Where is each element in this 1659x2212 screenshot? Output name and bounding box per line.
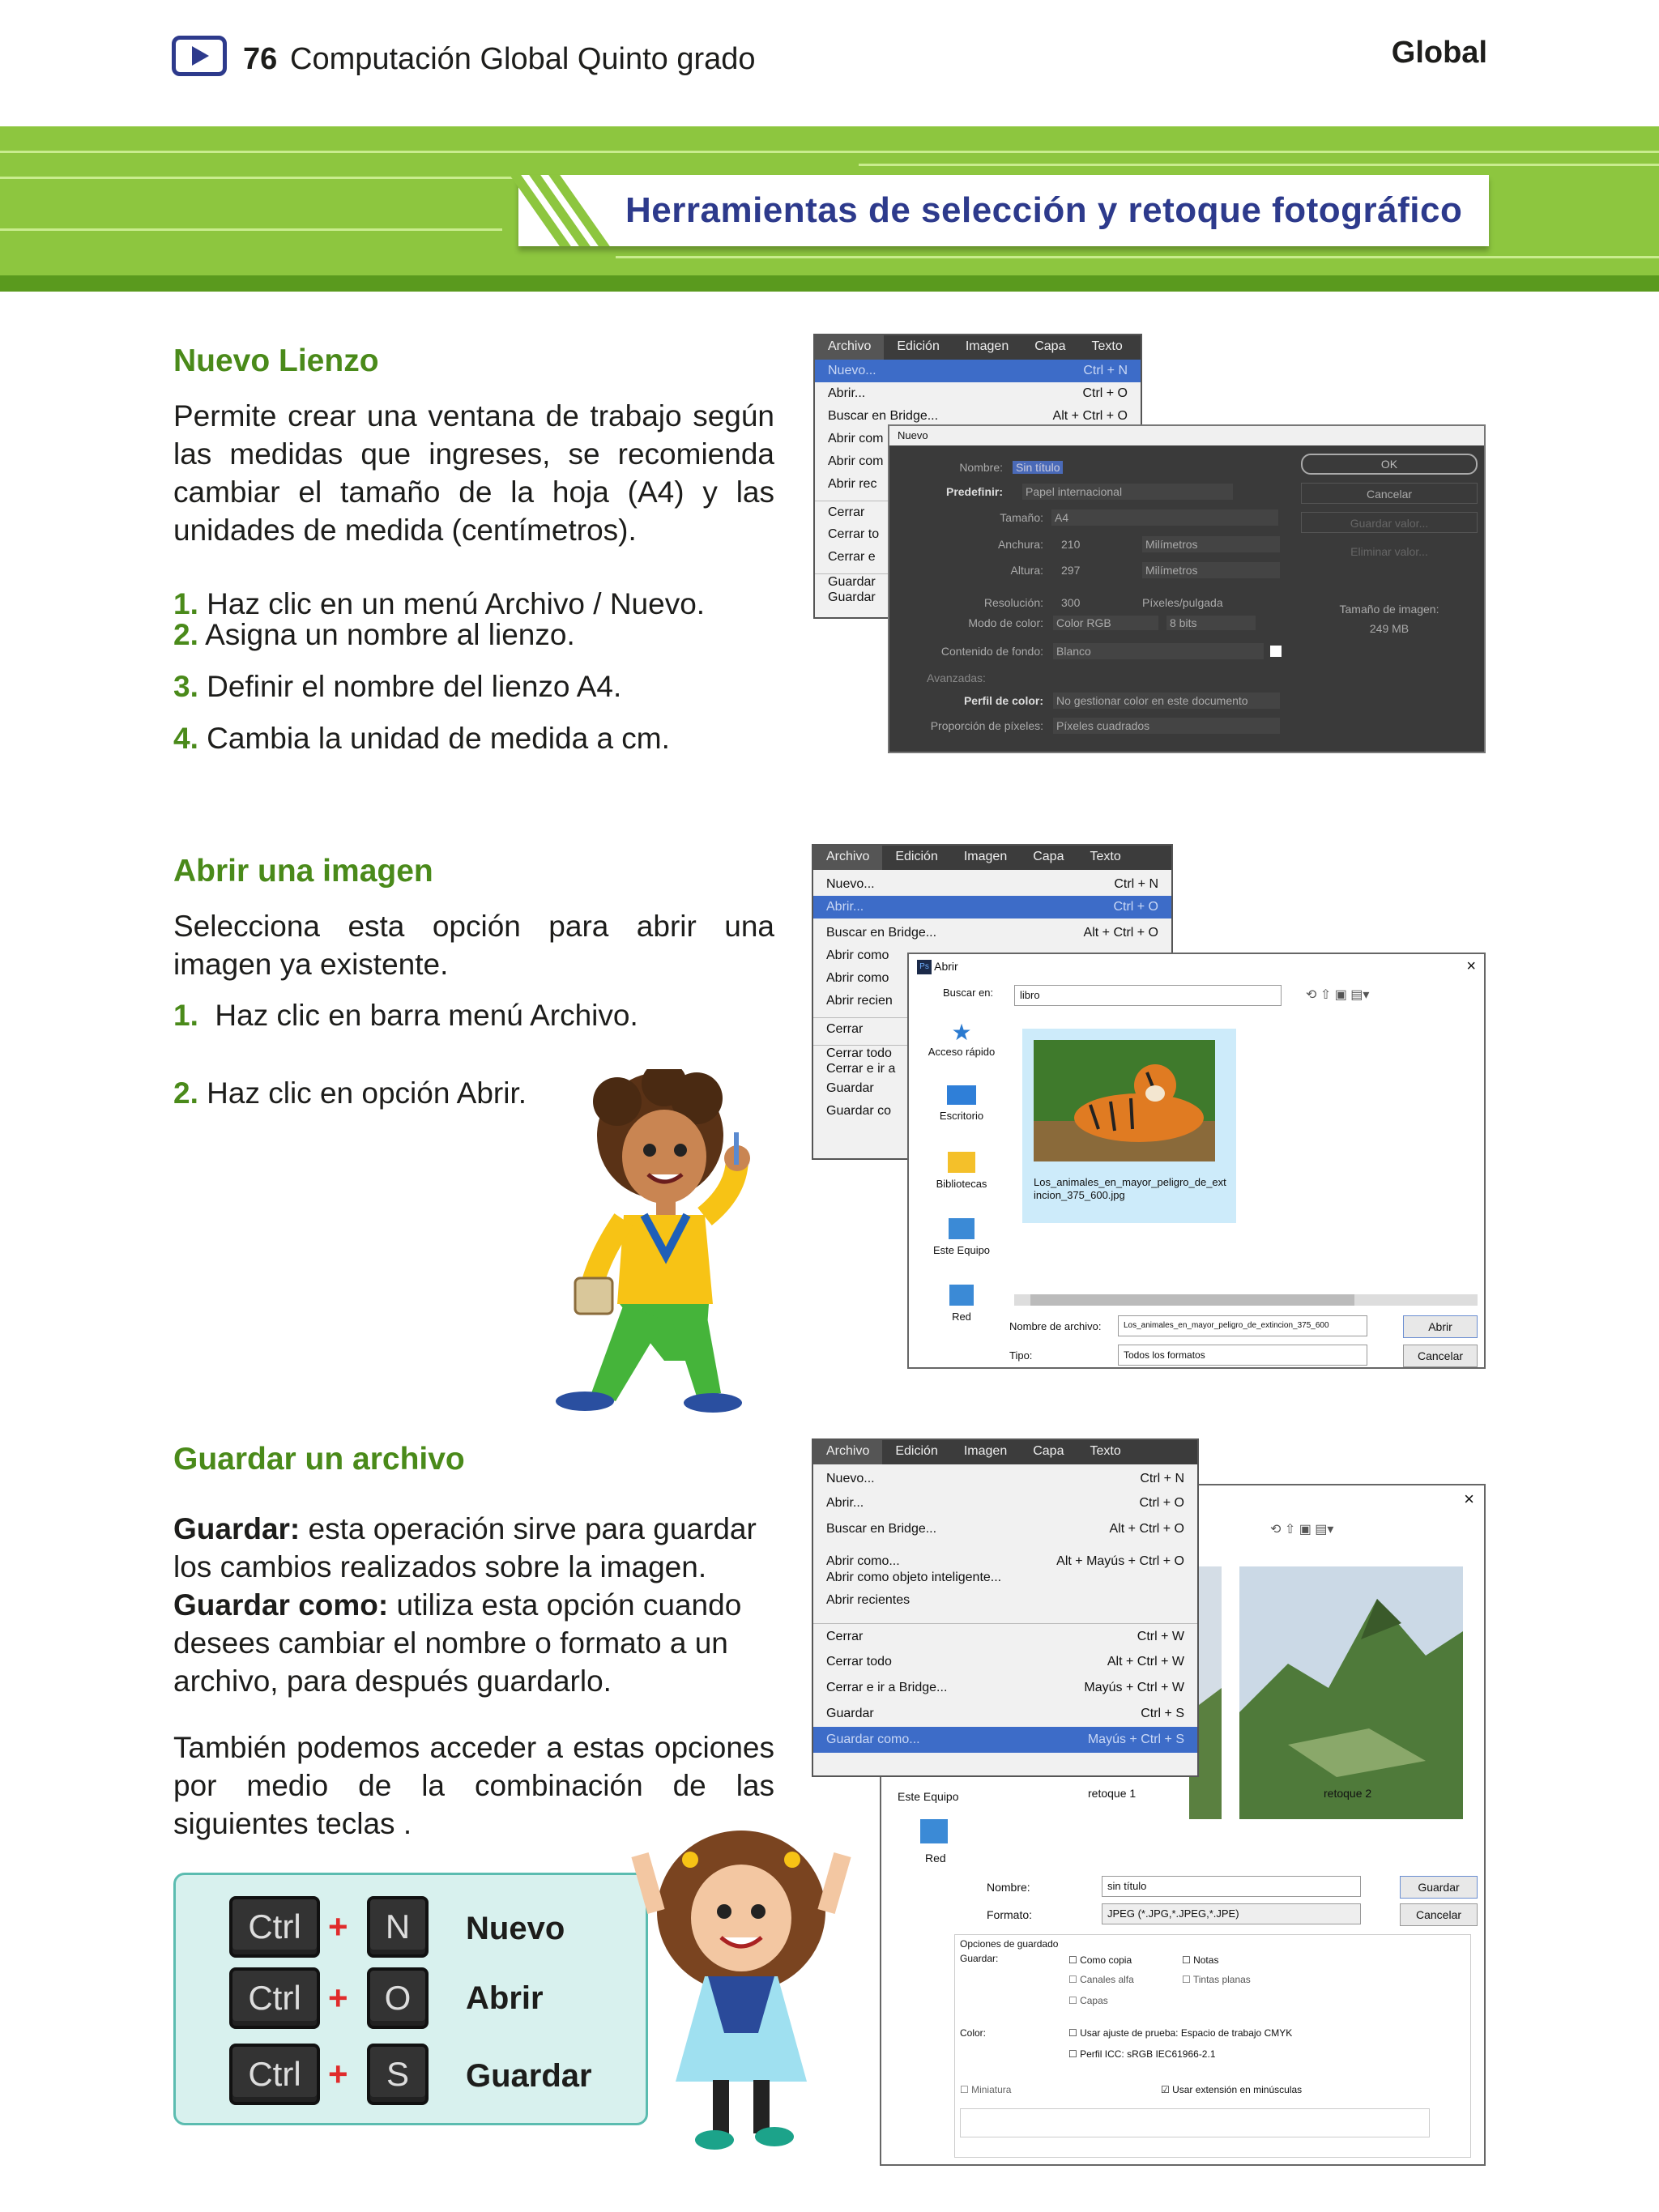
menu-item[interactable]: Abrir... Ctrl + O	[813, 896, 1171, 918]
menu-bar: Archivo Edición Imagen Capa Texto	[815, 335, 1141, 360]
step-item: 1. Haz clic en un menú Archivo / Nuevo.	[173, 587, 706, 620]
buscar-label: Buscar en:	[943, 987, 994, 999]
thumbnail-retoque-2[interactable]	[1239, 1566, 1463, 1819]
shortcut-label: Guardar	[466, 2058, 592, 2094]
horizontal-scrollbar[interactable]	[1014, 1294, 1478, 1306]
close-icon[interactable]: ×	[1464, 1489, 1474, 1509]
ctrl-key: Ctrl	[229, 1967, 320, 2029]
shortcut-label: Abrir	[466, 1980, 544, 2016]
resolucion-input[interactable]: 300	[1061, 596, 1081, 609]
place-red[interactable]: Red	[909, 1285, 1014, 1346]
menu-item[interactable]: Abrir com	[828, 432, 884, 445]
toolbar-icons[interactable]: ⟲ ⇧ ▣ ▤▾	[1270, 1523, 1334, 1536]
menu-item[interactable]: Abrir recien	[826, 994, 893, 1008]
menu-item[interactable]: Buscar en Bridge... Alt + Ctrl + O	[828, 409, 1128, 423]
page-number: 76	[243, 42, 278, 76]
play-icon[interactable]	[172, 36, 227, 76]
menu-item[interactable]: Abrir... Ctrl + O	[828, 386, 1128, 400]
section-heading-guardar: Guardar un archivo	[173, 1442, 465, 1477]
color-swatch[interactable]	[1270, 646, 1282, 657]
nombre-archivo-label: Nombre de archivo:	[1009, 1320, 1102, 1332]
unit-select[interactable]: Píxeles/pulgada	[1142, 596, 1223, 609]
place-este-equipo[interactable]: Este Equipo	[898, 1790, 959, 1803]
places-bar	[909, 1019, 1014, 1346]
menu-item[interactable]: Nuevo... Ctrl + N	[815, 360, 1141, 382]
ctrl-key: Ctrl	[229, 1896, 320, 1958]
menu-item[interactable]: Abrir como	[826, 948, 889, 962]
brand-name: Global	[1391, 36, 1487, 70]
delete-preset-button[interactable]: Eliminar valor...	[1350, 545, 1428, 558]
star-icon: ★	[951, 1020, 972, 1045]
plus-sign: +	[328, 1979, 348, 2017]
banner-title-box	[518, 175, 1489, 246]
network-icon	[920, 1819, 948, 1843]
nombre-input[interactable]: sin título	[1102, 1876, 1361, 1897]
menu-item[interactable]: Cerrar e	[828, 550, 876, 564]
formato-label: Formato:	[987, 1908, 1033, 1921]
nombre-field[interactable]: Sin título	[1013, 461, 1063, 474]
close-icon[interactable]: ×	[1466, 957, 1476, 975]
fondo-select[interactable]: Blanco	[1053, 643, 1264, 659]
opciones-panel	[954, 1934, 1471, 2158]
predefinir-select[interactable]: Papel internacional	[1022, 484, 1233, 500]
place-red[interactable]: Red	[925, 1852, 946, 1865]
menu-item[interactable]: Guardar	[815, 573, 1141, 590]
option-extension[interactable]: ☑ Usar extensión en minúsculas	[1161, 2084, 1303, 2095]
tipo-label: Tipo:	[1009, 1349, 1033, 1362]
abrir-button[interactable]: Abrir	[1403, 1315, 1478, 1338]
menu-item[interactable]: Cerrar to	[828, 527, 880, 541]
s-key: S	[367, 2044, 429, 2105]
color-options-label: Color:	[960, 2027, 987, 2039]
folder-icon	[948, 1152, 975, 1173]
book-title: Computación Global Quinto grado	[290, 42, 756, 76]
dialog-titlebar	[909, 954, 1484, 978]
shortcut-label: Nuevo	[466, 1911, 565, 1946]
photoshop-icon: Ps	[917, 960, 932, 974]
place-este-equipo[interactable]: Este Equipo	[909, 1218, 1014, 1280]
menu-item[interactable]: Buscar en Bridge... Alt + Ctrl + O	[826, 1522, 1184, 1536]
boy-illustration	[543, 1069, 778, 1414]
guardar-description: Guardar: esta operación sirve para guardar los cambios realizados sobre la imagen. Guardar como: utiliza esta opción cuando desees cambiar el nombre o formato a un archivo, para después guardarlo.	[173, 1512, 757, 1698]
file-item[interactable]	[1022, 1029, 1236, 1223]
option-como-copia[interactable]: ☐ Como copia	[1068, 1954, 1132, 1966]
menu-item[interactable]: Abrir... Ctrl + O	[826, 1496, 1184, 1510]
option-tintas-planas[interactable]: ☐ Tintas planas	[1182, 1974, 1251, 1985]
nuevo-dialog: Nuevo Nombre: Sin título Predefinir: Papel internacional Tamaño: A4 Anchura: 210 Milímetros Altura: 297 Milímetros Resolución: 300 Píxeles/pulgada Modo de color: Color RGB 8 bits Contenido de fondo: Blanco Avanzadas: Perfil de color: No gestionar color en este documento Proporción de píxeles: Píxeles cuadrados OK Cancelar Guardar valor... Eliminar valor... Tamaño de imagen: 249 MB	[888, 424, 1486, 753]
file-name: Los_animales_en_mayor_peligro_de_extincion_375_600.jpg	[1034, 1176, 1226, 1201]
ok-button[interactable]: OK	[1301, 454, 1478, 475]
nombre-archivo-input[interactable]: Los_animales_en_mayor_peligro_de_extincion_375_600	[1118, 1315, 1367, 1336]
menu-item[interactable]: Abrir como objeto inteligente...	[826, 1571, 1002, 1584]
tiger-photo	[1034, 1040, 1215, 1161]
menu-item[interactable]: Guardar co	[826, 1104, 892, 1118]
step-item: 1. Haz clic en barra menú Archivo.	[173, 999, 638, 1032]
abrir-dialog	[907, 953, 1486, 1369]
menu-item[interactable]: Cerrar todo	[813, 1045, 1171, 1061]
ctrl-key: Ctrl	[229, 2044, 320, 2105]
modo-color-select[interactable]: Color RGB	[1053, 616, 1158, 630]
menu-item[interactable]: Cerrar	[815, 501, 1141, 523]
menu-item[interactable]: Cerrar todo Alt + Ctrl + W	[826, 1655, 1184, 1669]
menu-item[interactable]: Buscar en Bridge... Alt + Ctrl + O	[826, 926, 1158, 940]
menu-item[interactable]: Abrir rec	[828, 477, 877, 491]
step-item: 3. Definir el nombre del lienzo A4.	[173, 670, 622, 703]
menu-item[interactable]: Guardar	[828, 590, 876, 604]
option-canales-alfa[interactable]: ☐ Canales alfa	[1068, 1974, 1134, 1985]
menu-item[interactable]: Guardar	[826, 1081, 874, 1095]
menu-item[interactable]: Abrir recientes	[826, 1593, 911, 1607]
unit-select[interactable]: Milímetros	[1142, 536, 1280, 552]
section-paragraph: Selecciona esta opción para abrir una imagen ya existente.	[173, 910, 774, 981]
n-key: N	[367, 1896, 429, 1958]
image-size-label: Tamaño de imagen:	[1339, 603, 1439, 616]
dialog-title: Nuevo	[889, 426, 1484, 445]
step-item: 4. Cambia la unidad de medida a cm.	[173, 722, 670, 755]
guardar-button[interactable]: Guardar	[1400, 1876, 1478, 1899]
dialog-title: Abrir	[934, 960, 958, 973]
o-key: O	[367, 1967, 429, 2029]
guardar-options-label: Guardar:	[960, 1953, 999, 1964]
girl-illustration	[624, 1822, 859, 2163]
menu-item[interactable]: Cerrar Ctrl + W	[813, 1623, 1197, 1649]
options-title: Opciones de guardado	[960, 1938, 1059, 1950]
toolbar-icons[interactable]: ⟲ ⇧ ▣ ▤▾	[1306, 988, 1370, 1002]
nombre-label: Nombre:	[987, 1881, 1030, 1894]
menu-bar: Archivo Edición Imagen Capa Texto	[813, 846, 1171, 870]
perfil-select[interactable]: No gestionar color en este documento	[1053, 693, 1280, 709]
menu-item[interactable]: Abrir como	[826, 971, 889, 985]
menu-item[interactable]: Nuevo... Ctrl + N	[826, 877, 1158, 891]
archivo-menu-screenshot	[812, 1438, 1199, 1777]
plus-sign: +	[328, 2055, 348, 2093]
place-acceso-rapido[interactable]: ★ Acceso rápido	[909, 1019, 1014, 1080]
menu-item[interactable]: Cerrar	[813, 1017, 1171, 1040]
menu-item[interactable]: Guardar Ctrl + S	[826, 1707, 1184, 1720]
option-miniatura[interactable]: ☐ Miniatura	[960, 2084, 1012, 2095]
shortcut-box	[173, 1873, 648, 2125]
section-paragraph: También podemos acceder a estas opciones por medio de la combinación de las siguientes teclas .	[173, 1731, 774, 1840]
thumb-label: retoque 1	[1088, 1787, 1137, 1800]
menu-item[interactable]: Cerrar e ir a	[826, 1062, 896, 1076]
cancelar-button[interactable]: Cancelar	[1400, 1903, 1478, 1926]
save-preset-button[interactable]: Guardar valor...	[1301, 512, 1478, 533]
step-item: 2. Haz clic en opción Abrir.	[173, 1076, 527, 1110]
network-icon	[949, 1285, 974, 1306]
image-size-value: 249 MB	[1369, 622, 1410, 635]
option-ajuste-prueba[interactable]: ☐ Usar ajuste de prueba: Espacio de trabajo CMYK	[1068, 2027, 1293, 2039]
unit-select[interactable]: Milímetros	[1142, 562, 1280, 578]
tipo-select[interactable]: Todos los formatos	[1118, 1345, 1367, 1366]
menu-item[interactable]: Abrir como... Alt + Mayús + Ctrl + O	[826, 1554, 1184, 1568]
option-perfil-icc[interactable]: ☐ Perfil ICC: sRGB IEC61966-2.1	[1068, 2048, 1216, 2060]
menu-bar: Archivo Edición Imagen Capa Texto	[813, 1440, 1197, 1464]
warning-area	[960, 2108, 1430, 2137]
computer-icon	[949, 1218, 975, 1239]
anchura-input[interactable]: 210	[1061, 538, 1081, 551]
option-notas[interactable]: ☐ Notas	[1182, 1954, 1219, 1966]
section-paragraph: Permite crear una ventana de trabajo según las medidas que ingreses, se recomienda cambiar el tamaño de la hoja (A4) y las unidades de medida (centímetros).	[173, 399, 774, 547]
place-bibliotecas[interactable]: Bibliotecas	[909, 1152, 1014, 1213]
page-title: Herramientas de selección y retoque fotográfico	[625, 190, 1463, 230]
thumb-label: retoque 2	[1324, 1787, 1372, 1800]
menu-item[interactable]: Abrir com	[828, 454, 884, 468]
cancelar-button[interactable]: Cancelar	[1403, 1345, 1478, 1367]
step-item: 2. Asigna un nombre al lienzo.	[173, 618, 575, 651]
altura-input[interactable]: 297	[1061, 564, 1081, 577]
menu-item[interactable]: Guardar como... Mayús + Ctrl + S	[813, 1727, 1197, 1753]
option-capas[interactable]: ☐ Capas	[1068, 1995, 1108, 2006]
buscar-select[interactable]: libro	[1014, 985, 1282, 1006]
menu-item[interactable]: Cerrar e ir a Bridge... Mayús + Ctrl + W	[826, 1681, 1184, 1694]
plus-sign: +	[328, 1907, 348, 1946]
formato-select[interactable]: JPEG (*.JPG,*.JPEG,*.JPE)	[1102, 1903, 1361, 1924]
desktop-icon	[947, 1085, 976, 1105]
tamano-select[interactable]: A4	[1051, 509, 1278, 526]
place-escritorio[interactable]: Escritorio	[909, 1085, 1014, 1147]
menu-item[interactable]: Nuevo... Ctrl + N	[826, 1472, 1184, 1485]
section-heading-abrir-imagen: Abrir una imagen	[173, 854, 433, 889]
section-heading-nuevo-lienzo: Nuevo Lienzo	[173, 343, 379, 378]
bits-select[interactable]: 8 bits	[1166, 616, 1256, 630]
cancel-button[interactable]: Cancelar	[1301, 483, 1478, 504]
proporcion-select[interactable]: Píxeles cuadrados	[1053, 718, 1280, 734]
